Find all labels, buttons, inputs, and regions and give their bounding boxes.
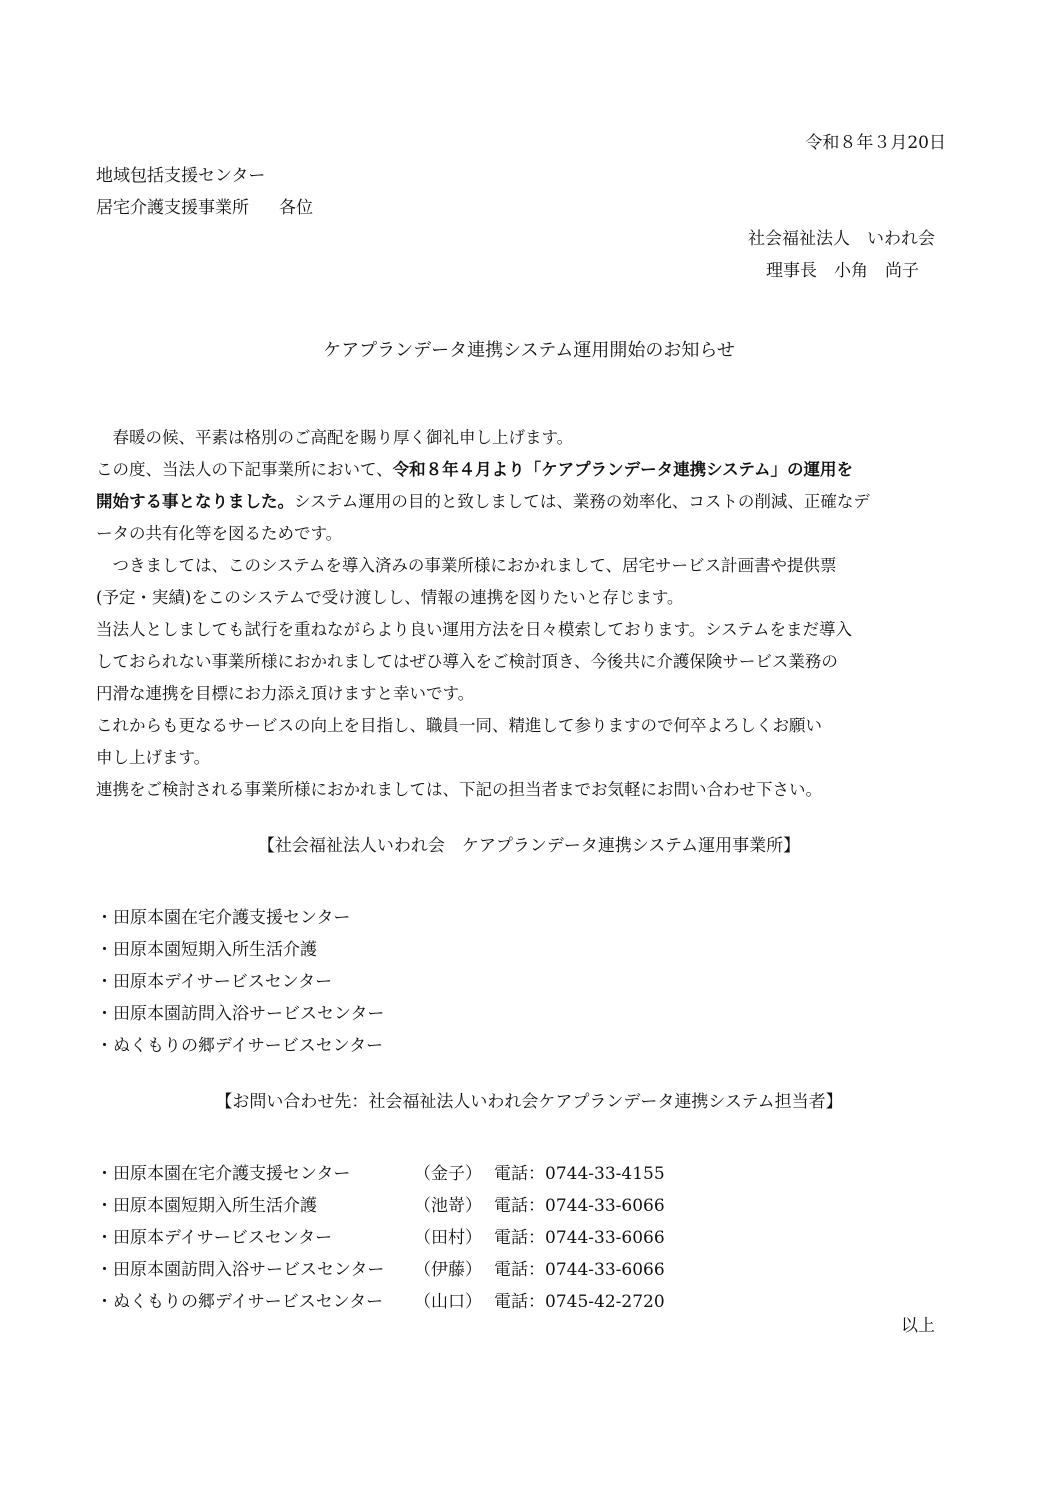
list-item: ・田原本園短期入所生活介護 (96, 940, 317, 960)
contact-person: （山口） (414, 1292, 482, 1312)
list-item: ・田原本園訪問入浴サービスセンター (96, 1004, 385, 1024)
body-line: しておられない事業所様におかれましてはぜひ導入をご検討頂き、今後共に介護保険サービス業務の (96, 652, 838, 671)
closing-text: 以上 (901, 1316, 935, 1336)
contact-office: ・田原本デイサービスセンター (96, 1228, 333, 1248)
list-item: ・ぬくもりの郷デイサービスセンター (96, 1036, 384, 1056)
body-line: つきましては、このシステムを導入済みの事業所様におかれまして、居宅サービス計画書や提供票 (96, 556, 837, 575)
contact-office: ・田原本園訪問入浴サービスセンター (96, 1260, 385, 1280)
contact-phone: 電話：0744-33-6066 (494, 1228, 665, 1248)
contact-row (96, 1286, 665, 1318)
contact-row (96, 1254, 665, 1286)
contact-person: （伊藤） (414, 1260, 482, 1280)
list-item: ・田原本デイサービスセンター (96, 972, 333, 992)
contact-office: ・田原本園短期入所生活介護 (96, 1196, 317, 1216)
body-line: 申し上げます。 (96, 748, 211, 767)
body-line: ータの共有化等を図るためです。 (96, 524, 343, 543)
contact-person: （池嵜） (414, 1196, 482, 1216)
body-bold-span: 令和８年４月より「ケアプランデータ連携システム」の運用を (392, 460, 854, 479)
body-line: 連携をご検討される事業所様におかれましては、下記の担当者までお気軽にお問い合わせ下さい。 (96, 780, 822, 799)
body-text-span: この度、当法人の下記事業所において、 (96, 460, 393, 479)
body-line: これからも更なるサービスの向上を目指し、職員一同、精進して参りますので何卒よろしくお願い (96, 716, 822, 735)
contact-office: ・ぬくもりの郷デイサービスセンター (96, 1292, 384, 1312)
recipient-office: 居宅介護支援事業所 (96, 198, 249, 218)
body-text (96, 422, 976, 806)
contact-list (96, 1158, 665, 1318)
sender-organization: 社会福祉法人 いわれ会 (748, 229, 935, 249)
recipient-line-2 (96, 200, 313, 217)
contact-person: （金子） (414, 1164, 482, 1184)
contact-row (96, 1158, 665, 1190)
section-heading-offices: 【社会福祉法人いわれ会 ケアプランデータ連携システム運用事業所】 (257, 836, 801, 856)
contact-row (96, 1222, 665, 1254)
body-line: (予定・実績)をこのシステムで受け渡しし、情報の連携を図りたいと存じます。 (96, 588, 684, 607)
body-line: 春暖の候、平素は格別のご高配を賜り厚く御礼申し上げます。 (96, 428, 574, 447)
office-list (96, 902, 384, 1062)
section-heading-contacts: 【お問い合わせ先：社会福祉法人いわれ会ケアプランデータ連携システム担当者】 (215, 1092, 843, 1112)
body-text-span: システム運用の目的と致しましては、業務の効率化、コストの削減、正確なデ (294, 492, 870, 511)
body-line: 当法人としましても試行を重ねながらより良い運用方法を日々模索しております。システムをまだ導入 (96, 620, 853, 639)
contact-phone: 電話：0745-42-2720 (494, 1292, 665, 1312)
contact-phone: 電話：0744-33-4155 (494, 1164, 665, 1184)
contact-row (96, 1190, 665, 1222)
list-item: ・田原本園在宅介護支援センター (96, 908, 351, 928)
recipient-line-1: 地域包括支援センター (96, 166, 266, 186)
body-line (96, 454, 976, 486)
body-bold-span: 開始する事となりました。 (96, 492, 294, 511)
contact-phone: 電話：0744-33-6066 (494, 1260, 665, 1280)
contact-person: （田村） (414, 1228, 482, 1248)
body-line (96, 486, 976, 518)
sender-representative: 理事長 小角 尚子 (766, 261, 919, 281)
document-title: ケアプランデータ連携システム運用開始のお知らせ (323, 340, 735, 361)
contact-office: ・田原本園在宅介護支援センター (96, 1164, 351, 1184)
document-date: 令和８年３月20日 (805, 133, 946, 153)
recipient-suffix: 各位 (279, 198, 313, 218)
body-line: 円滑な連携を目標にお力添え頂けますと幸いです。 (96, 684, 475, 703)
contact-phone: 電話：0744-33-6066 (494, 1196, 665, 1216)
